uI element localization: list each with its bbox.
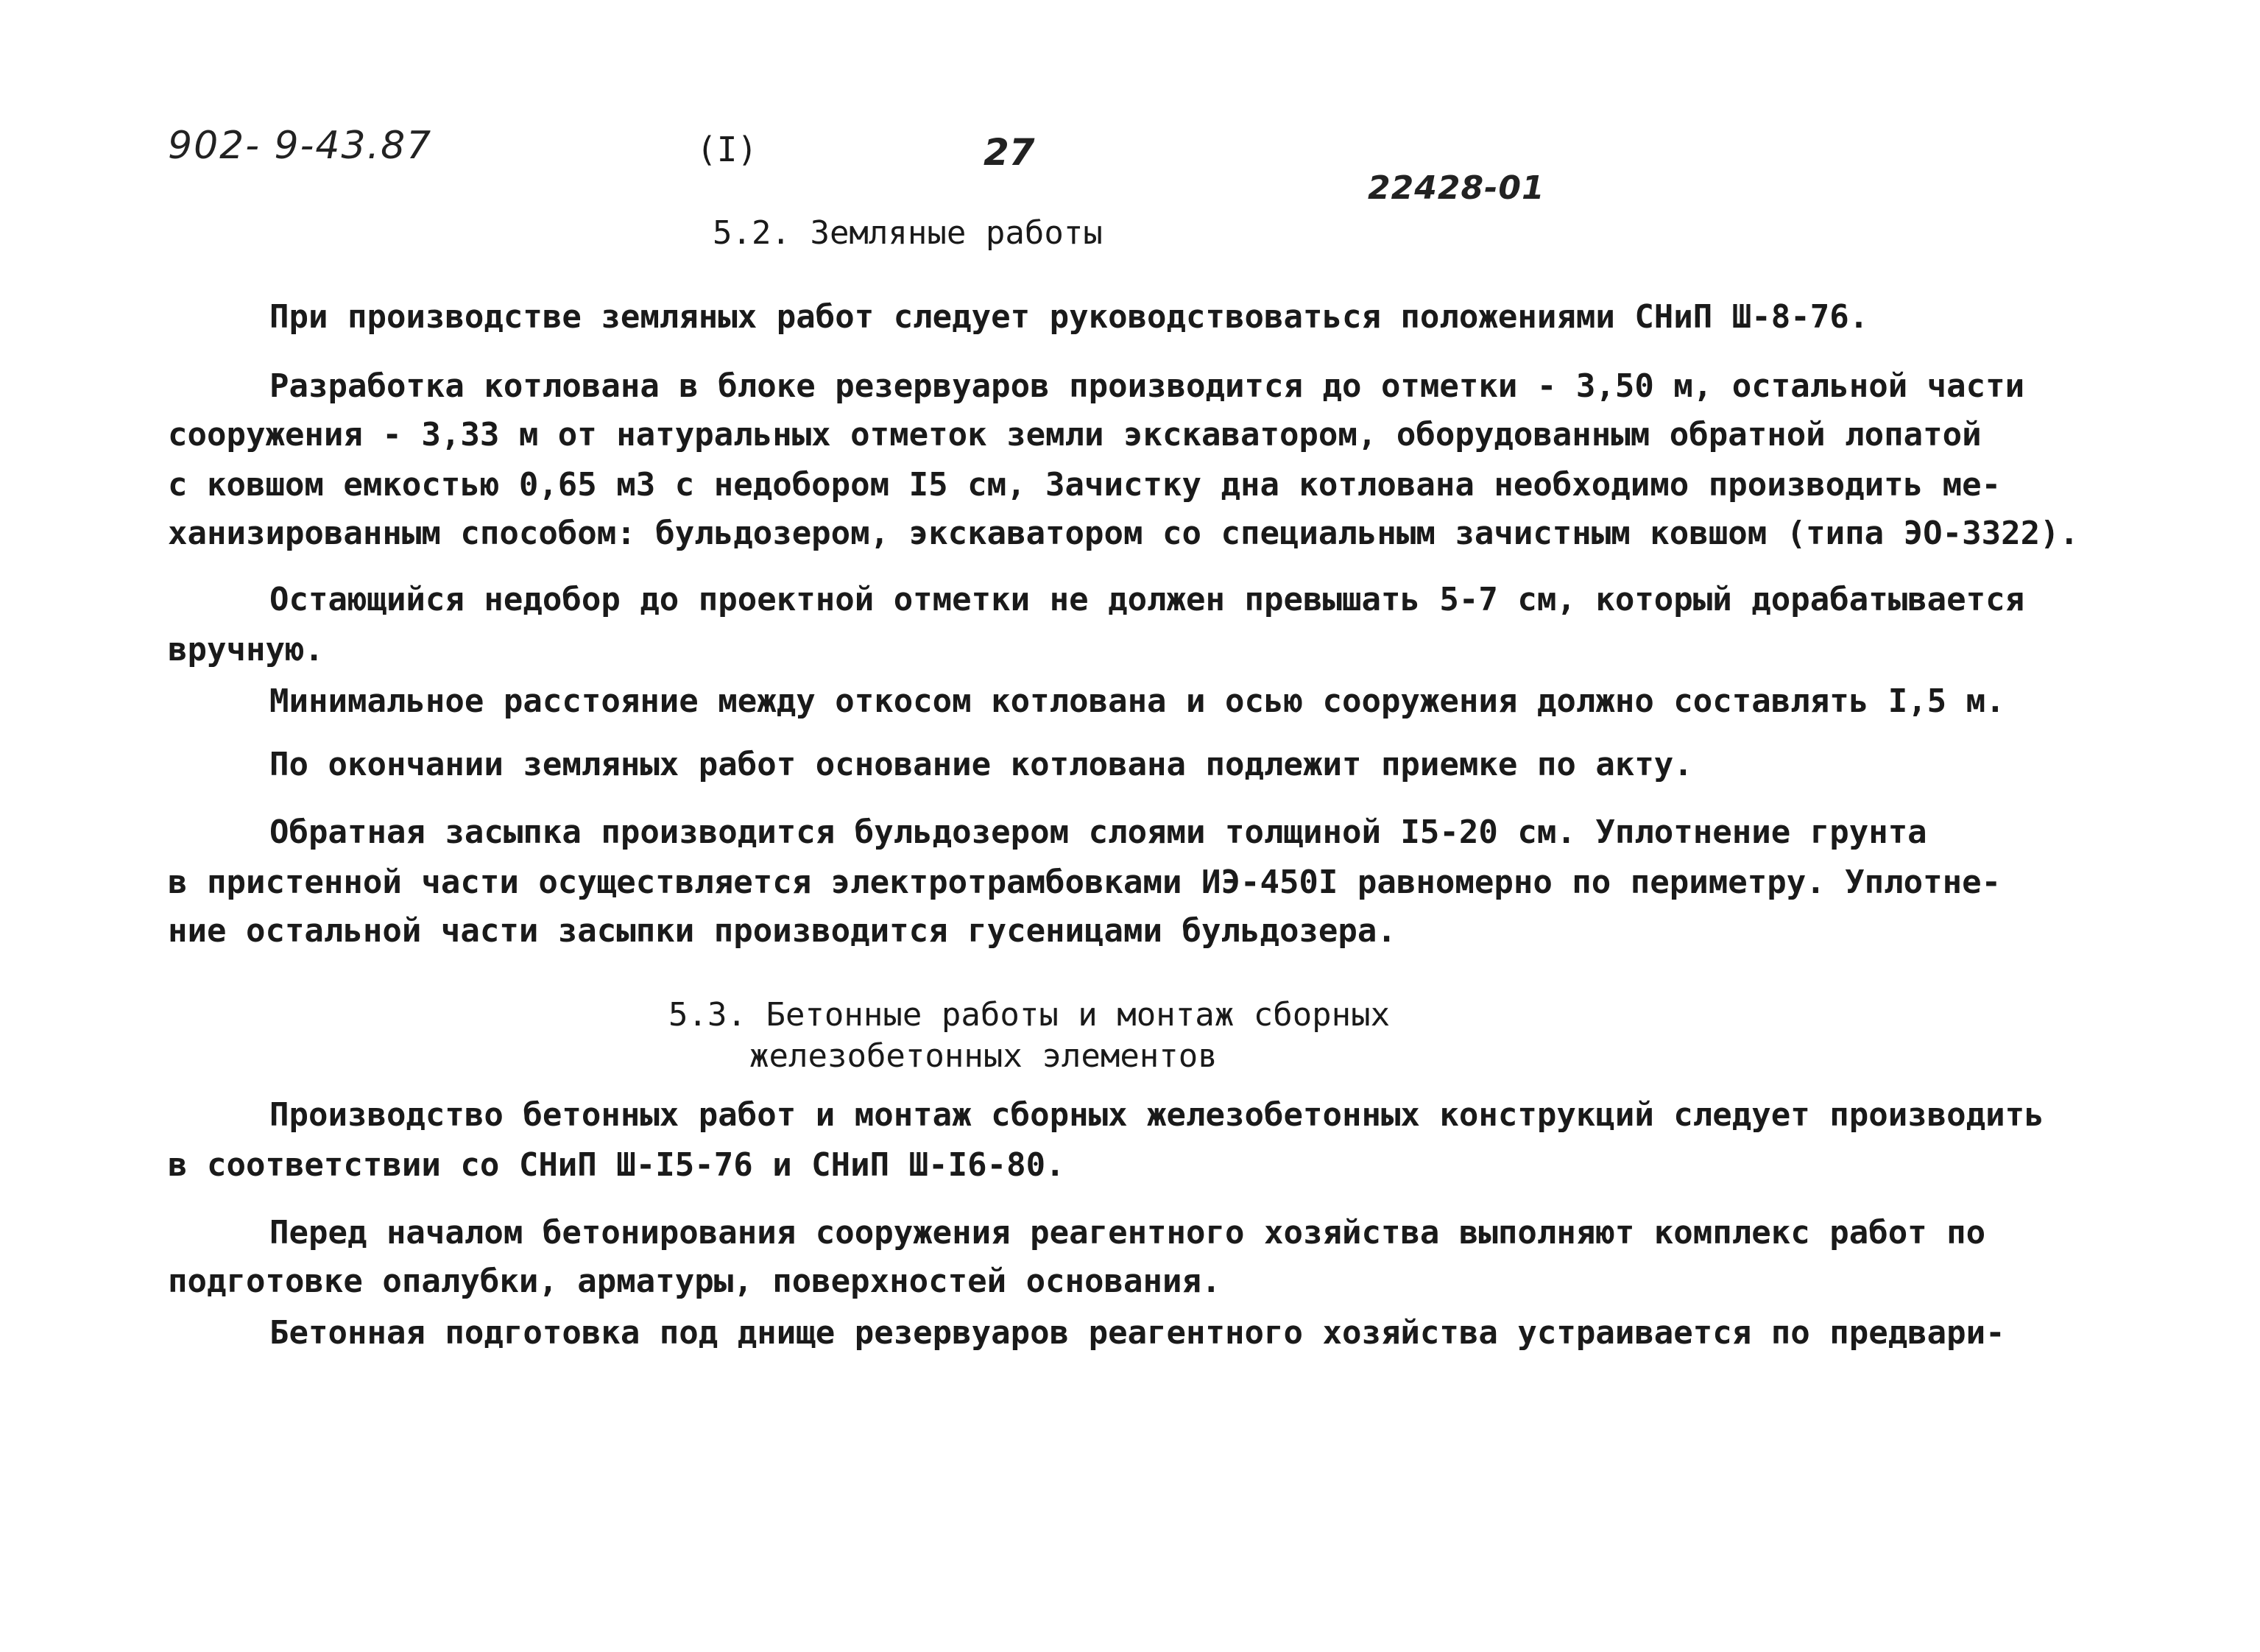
paragraph-line: Остающийся недобор до проектной отметки не должен превышать 5-7 см, который дорабатывается — [269, 581, 2025, 618]
paragraph-line: ханизированным способом: бульдозером, экскаватором со специальным зачистным ковшом (типа ЭО-3322). — [168, 515, 2080, 552]
paragraph-line: сооружения - 3,33 м от натуральных отметок земли экскаватором, оборудованным обратной лопатой — [168, 416, 1982, 453]
section-5-3-title-continued: железобетонных элементов — [749, 1037, 1218, 1075]
archive-stamp: 22428-01 — [1368, 169, 1545, 207]
paragraph-line: Минимальное расстояние между откосом котлована и осью сооружения должно составлять I,5 м. — [269, 682, 2005, 720]
paragraph-line: вручную. — [168, 631, 324, 668]
paragraph-line: Разработка котлована в блоке резервуаров производится до отметки - 3,50 м, остальной части — [269, 367, 2025, 405]
paragraph-line: в пристенной части осуществляется электротрамбовками ИЭ-450I равномерно по периметру. Уплотне- — [168, 864, 2002, 901]
paragraph-line: с ковшом емкостью 0,65 м3 с недобором I5 см, Зачистку дна котлована необходимо производить ме- — [168, 466, 2002, 504]
paragraph-line: в соответствии со СНиП Ш-I5-76 и СНиП Ш-I6-80. — [168, 1146, 1065, 1184]
paragraph-line: Бетонная подготовка под днище резервуаров реагентного хозяйства устраивается по предвари- — [269, 1314, 2005, 1352]
paragraph-line: Обратная засыпка производится бульдозером слоями толщиной I5-20 см. Уплотнение грунта — [269, 813, 1927, 851]
document-code: 902- 9-43.87 — [168, 124, 433, 168]
section-5-2-title: 5.2. Земляные работы — [713, 214, 1103, 252]
section-5-3-title: 5.3. Бетонные работы и монтаж сборных — [668, 996, 1391, 1034]
paragraph-line: Производство бетонных работ и монтаж сборных железобетонных конструкций следует производить — [269, 1096, 2044, 1134]
paragraph-line: При производстве земляных работ следует руководствоваться положениями СНиП Ш-8-76. — [269, 298, 1869, 336]
page-number: 27 — [984, 131, 1035, 174]
paragraph-line: ние остальной части засыпки производится гусеницами бульдозера. — [168, 912, 1396, 950]
paragraph-line: Перед началом бетонирования сооружения реагентного хозяйства выполняют комплекс работ по — [269, 1214, 1986, 1252]
paragraph-line: По окончании земляных работ основание котлована подлежит приемке по акту. — [269, 746, 1693, 783]
volume-number: (I) — [696, 130, 758, 169]
paragraph-line: подготовке опалубки, арматуры, поверхностей основания. — [168, 1263, 1221, 1300]
